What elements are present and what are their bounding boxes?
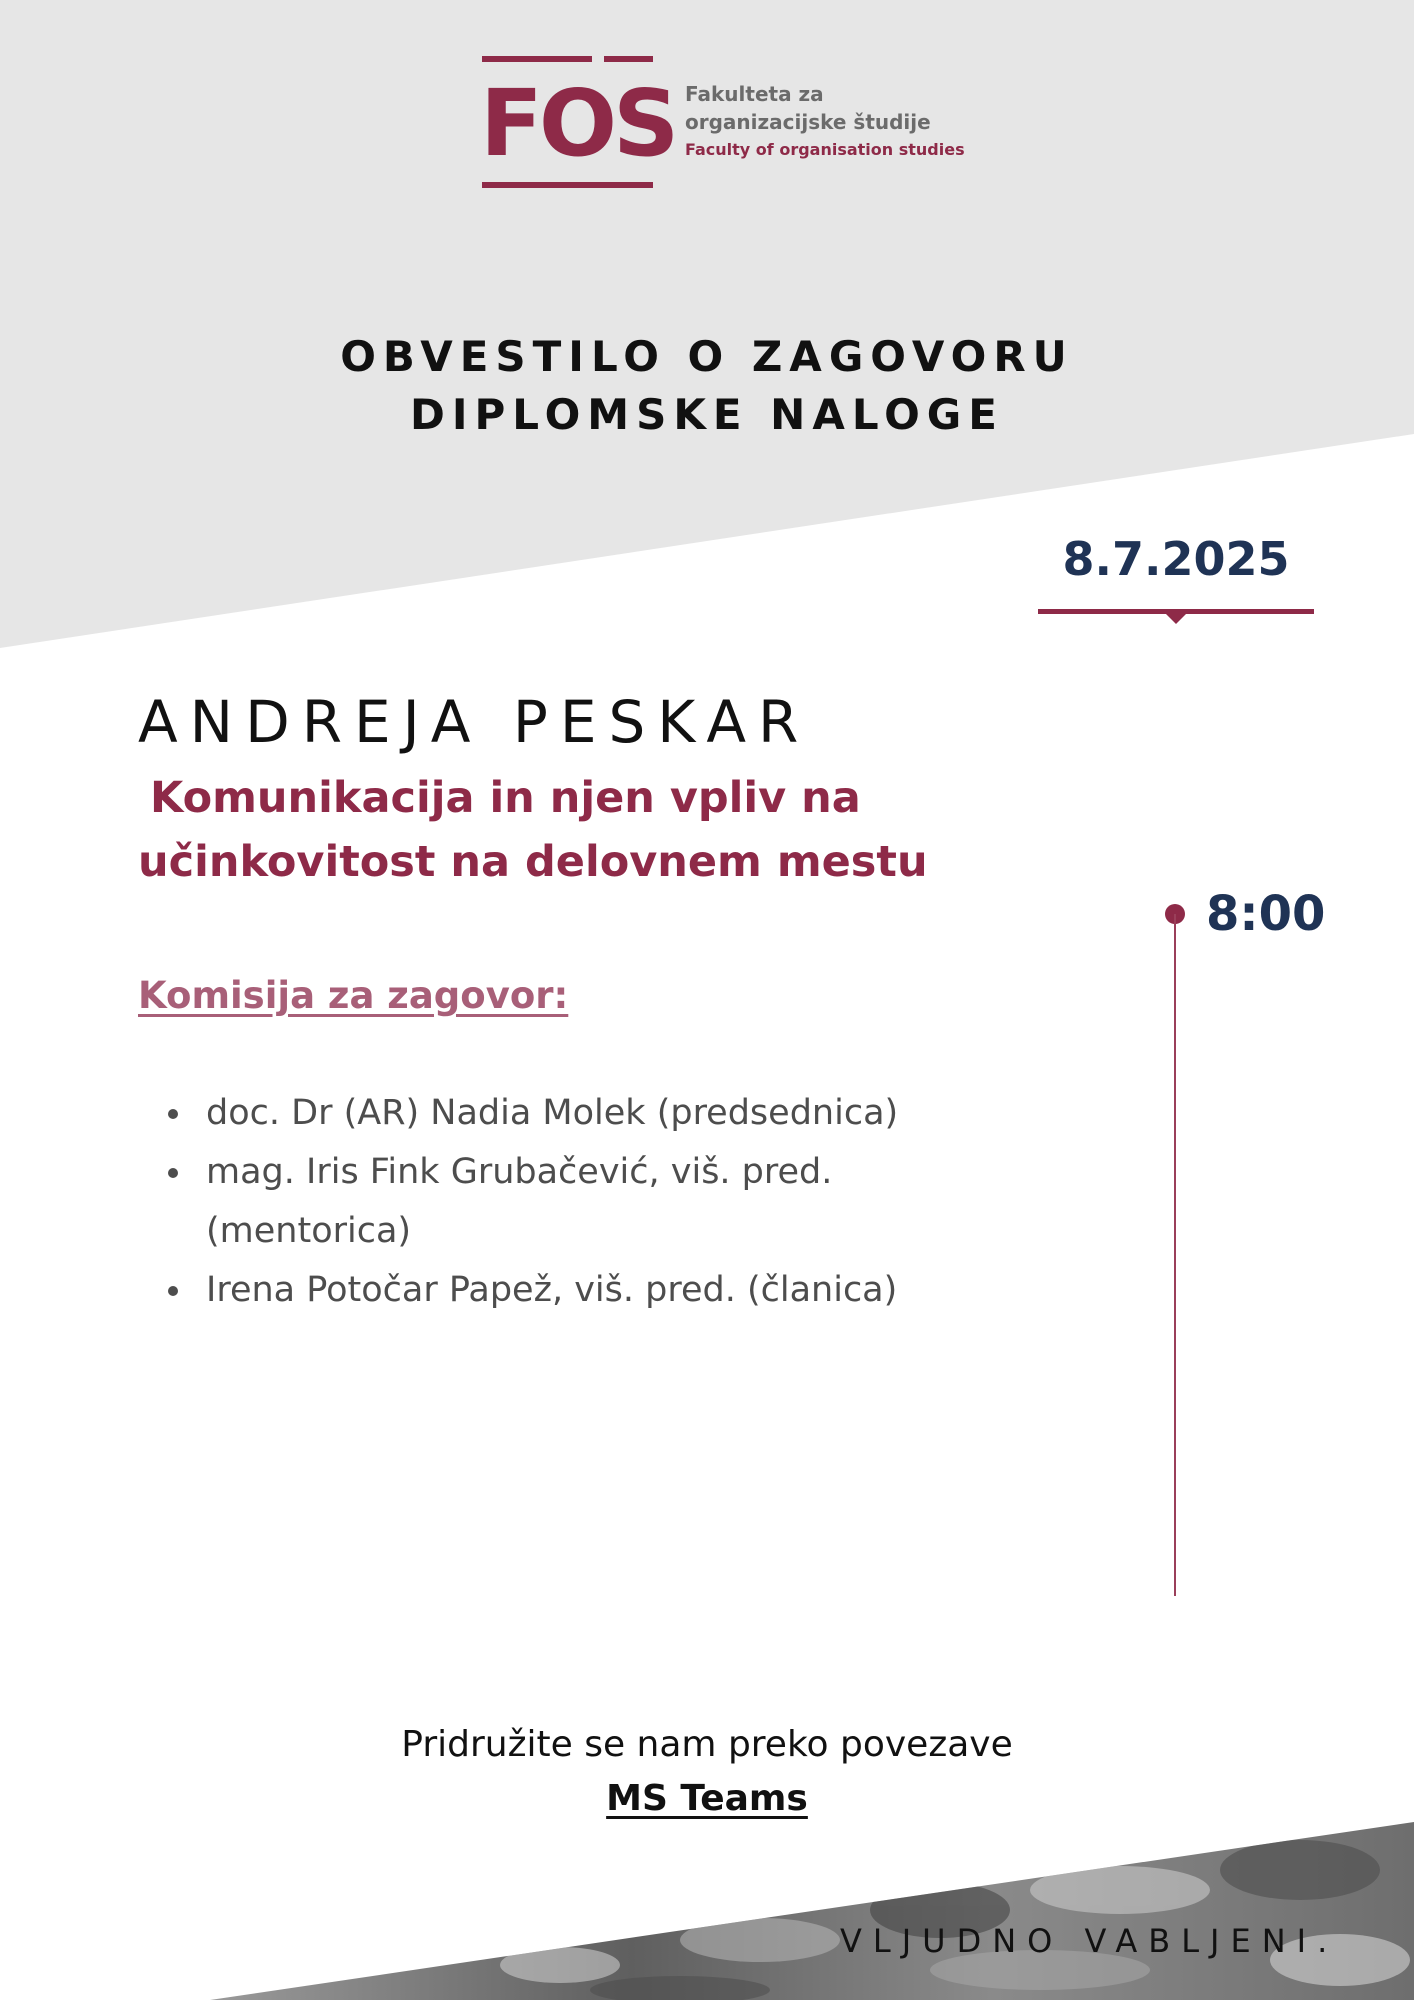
fos-logo — [480, 54, 1000, 194]
committee-list — [138, 1084, 1088, 1320]
bullet-icon — [168, 1168, 178, 1178]
closing-text: VLJUDNO VABLJENI. — [840, 1922, 1339, 1960]
ms-teams-link[interactable]: MS Teams — [606, 1778, 808, 1819]
thesis-title-line-1: Komunikacija in njen vpliv na — [150, 773, 861, 823]
bullet-icon — [168, 1286, 178, 1296]
page-title — [0, 328, 1414, 444]
committee-member-text: doc. Dr (AR) Nadia Molek (predsednica) — [206, 1093, 899, 1133]
logo-faculty-name-english: Faculty of organisation studies — [685, 140, 965, 159]
committee-member — [138, 1084, 1088, 1143]
committee-member-text: Irena Potočar Papež, viš. pred. (članica) — [206, 1270, 898, 1310]
join-section — [0, 1718, 1414, 1826]
committee-member — [138, 1261, 1088, 1320]
logo-letters: FOS — [480, 70, 676, 177]
committee-member — [138, 1143, 1088, 1261]
defense-date: 8.7.2025 — [1062, 532, 1290, 586]
timeline-line — [1174, 914, 1176, 1596]
logo-faculty-name-line-2: organizacijske študije — [685, 110, 931, 134]
student-name: ANDREJA PESKAR — [138, 688, 811, 756]
thesis-title-line-2: učinkovitost na delovnem mestu — [138, 837, 928, 887]
bullet-icon — [168, 1109, 178, 1119]
page-title-line-1: OBVESTILO O ZAGOVORU — [340, 332, 1074, 381]
thesis-title — [138, 766, 998, 894]
defense-time: 8:00 — [1206, 886, 1326, 942]
committee-heading: Komisija za zagovor: — [138, 974, 569, 1017]
date-pointer-icon — [1164, 612, 1188, 624]
committee-member-text: mag. Iris Fink Grubačević, viš. pred. (mentorica) — [206, 1152, 833, 1251]
page-title-line-2: DIPLOMSKE NALOGE — [410, 390, 1004, 439]
logo-faculty-name-line-1: Fakulteta za — [685, 82, 824, 106]
join-text: Pridružite se nam preko povezave — [401, 1724, 1013, 1765]
